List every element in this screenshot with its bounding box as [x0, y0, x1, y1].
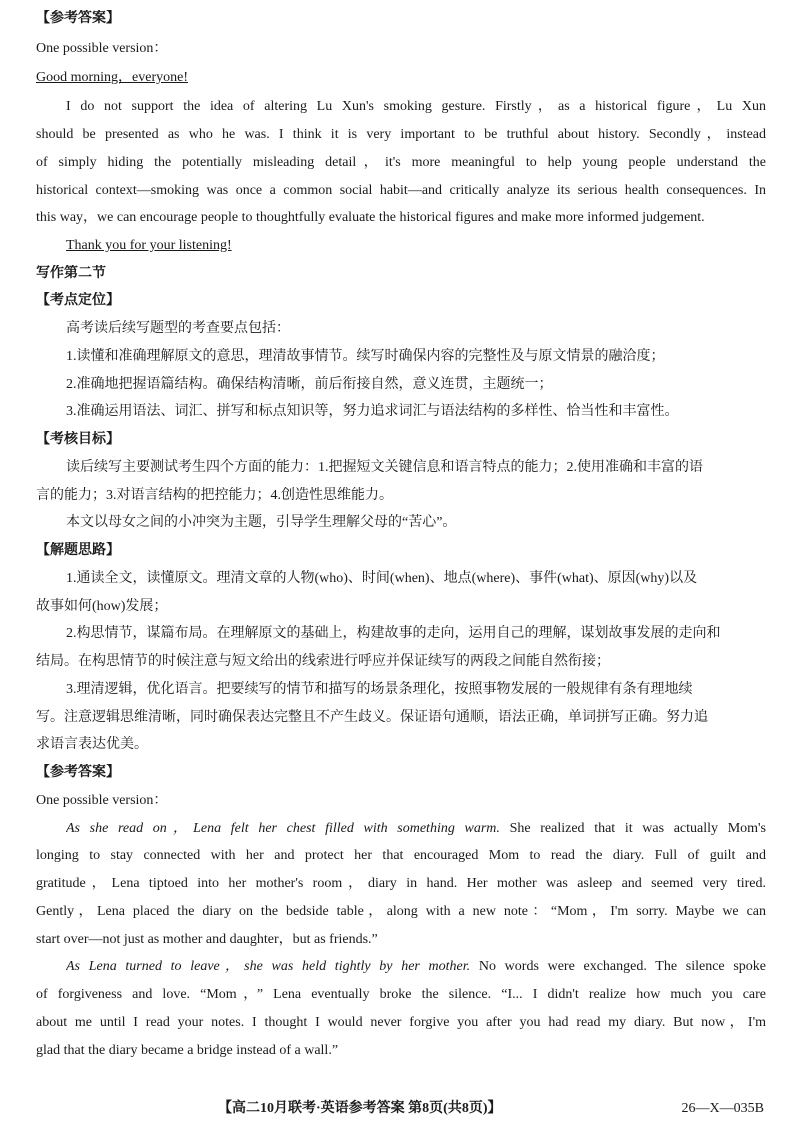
- continuation-text: No words were exchanged. The silence spoke: [470, 959, 766, 974]
- mubiao-line: 言的能力；3.对语言结构的把控能力；4.创造性思维能力。: [36, 488, 393, 503]
- speech-greeting: [36, 69, 766, 87]
- continuation-line: about me until I read your notes. I thought I would never forgive you after you had read my diary. But now，I'm: [36, 1015, 766, 1030]
- mubiao-heading: 【考核目标】: [36, 432, 120, 447]
- kaodian-item: 1.读懂和准确理解原文的意思，理清故事情节。续写时确保内容的完整性及与原文情景的融洽度；: [66, 349, 665, 364]
- silu-line: 2.构思情节，谋篇布局。在理解原文的基础上，构建故事的走向，运用自己的理解，谋划故事发展的走向和: [66, 626, 721, 641]
- kaodian-heading: 【考点定位】: [36, 293, 120, 308]
- kaodian-item: 3.准确运用语法、词汇、拼写和标点知识等，努力追求词汇与语法结构的多样性、恰当性和丰富性。: [66, 404, 679, 419]
- silu-line: 求语言表达优美。: [36, 737, 148, 752]
- mubiao-line: 本文以母女之间的小冲突为主题，引导学生理解父母的“苦心”。: [66, 515, 457, 530]
- kaodian-intro: 高考读后续写题型的考查要点包括：: [66, 321, 290, 336]
- silu-line: 写。注意逻辑思维清晰，同时确保表达完整且不产生歧义。保证语句通顺，语法正确，单词拼写正确。努力追: [36, 710, 708, 725]
- version-intro: One possible version：: [36, 41, 168, 56]
- answer-heading-2: 【参考答案】: [36, 765, 120, 780]
- given-sentence-2: As Lena turned to leave，she was held tightly by her mother.: [66, 959, 471, 974]
- continuation-line: Gently，Lena placed the diary on the bedside table，along with a new note：“Mom，I'm sorry. Maybe we can: [36, 904, 766, 919]
- footer-code: 26—X—035B: [681, 1101, 764, 1116]
- kaodian-item: 2.准确地把握语篇结构。确保结构清晰，前后衔接自然，意义连贯，主题统一；: [66, 377, 553, 392]
- continuation-first-line: [66, 820, 766, 838]
- silu-line: 结局。在构思情节的时候注意与短文给出的线索进行呼应并保证续写的两段之间能自然衔接；: [36, 654, 610, 669]
- continuation-line: gratitude，Lena tiptoed into her mother's room，diary in hand. Her mother was asleep and seemed very tired.: [36, 876, 766, 891]
- answer-heading: 【参考答案】: [36, 11, 120, 26]
- section-title: 写作第二节: [36, 266, 106, 281]
- silu-heading: 【解题思路】: [36, 543, 120, 558]
- speech-line: this way，we can encourage people to thoughtfully evaluate the historical figures and make more informed judgement.: [36, 210, 705, 225]
- silu-line: 1.通读全文，读懂原文。理清文章的人物(who)、时间(when)、地点(where)、事件(what)、原因(why)以及: [66, 571, 698, 586]
- continuation-first-line-2: [66, 958, 766, 976]
- speech-line: of simply hiding the potentially misleading detail，it's more meaningful to help young people understand the: [36, 155, 766, 170]
- speech-line: historical context—smoking was once a common social habit—and critically analyze its serious health consequences. In: [36, 183, 766, 198]
- silu-line: 3.理清逻辑，优化语言。把要续写的情节和描写的场景条理化，按照事物发展的一般规律有条有理地续: [66, 682, 693, 697]
- silu-line: 故事如何(how)发展；: [36, 599, 168, 614]
- speech-line: should be presented as who he was. I think it is very important to be truthful about history. Secondly，instead: [36, 127, 766, 142]
- given-sentence-1: As she read on，Lena felt her chest filled with something warm.: [66, 821, 500, 836]
- continuation-line: of forgiveness and love. “Mom，” Lena eventually broke the silence. “I... I didn't realize how much you care: [36, 987, 766, 1002]
- continuation-line: longing to stay connected with her and protect her that encouraged Mom to read the diary. Full of guilt and: [36, 848, 766, 863]
- closing-text: Thank you for your listening!: [66, 238, 232, 253]
- footer-title: 【高二10月联考·英语参考答案 第8页(共8页)】: [218, 1101, 502, 1116]
- greeting-text: Good morning，everyone!: [36, 70, 189, 85]
- continuation-text: She realized that it was actually Mom's: [499, 821, 766, 836]
- speech-closing: [66, 237, 766, 255]
- continuation-line: glad that the diary became a bridge instead of a wall.”: [36, 1043, 339, 1058]
- continuation-line: start over—not just as mother and daughter，but as friends.”: [36, 932, 378, 947]
- version-intro-2: One possible version：: [36, 793, 168, 808]
- mubiao-line: 读后续写主要测试考生四个方面的能力：1.把握短文关键信息和语言特点的能力；2.使用准确和丰富的语: [66, 460, 703, 475]
- speech-line: I do not support the idea of altering Lu Xun's smoking gesture. Firstly，as a historical figure，Lu Xun: [66, 99, 766, 114]
